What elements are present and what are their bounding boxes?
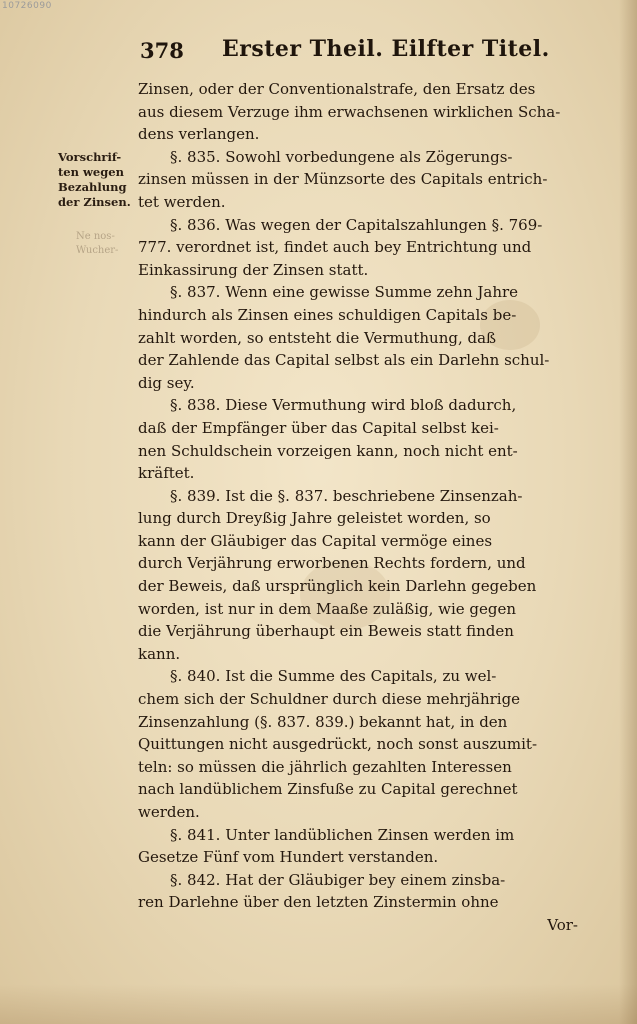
running-head: Erster Theil. Eilfter Titel. xyxy=(222,36,550,62)
text-line: tet werden. xyxy=(138,192,226,211)
paragraph-835-start: §. 835. Sowohl vorbedungene als Zögerungs- xyxy=(170,147,513,166)
paragraph-841-start: §. 841. Unter landüblichen Zinsen werden im xyxy=(170,825,515,844)
text-line: der Zahlende das Capital selbst als ein Darlehn schul- xyxy=(138,351,550,370)
text-line: worden, ist nur in dem Maaße zuläßig, wie gegen xyxy=(138,599,517,618)
text-line: Zinsenzahlung (§. 837. 839.) bekannt hat, in den xyxy=(138,712,508,731)
paragraph-838-start: §. 838. Diese Vermuthung wird bloß dadurch, xyxy=(170,396,517,415)
page-edge-shadow xyxy=(619,0,637,1024)
text-line: kann der Gläubiger das Capital vermöge eines xyxy=(138,531,493,550)
margin-note xyxy=(58,150,136,210)
margin-note-line: ten wegen xyxy=(58,165,124,179)
text-line: hindurch als Zinsen eines schuldigen Capitals be- xyxy=(138,305,517,324)
text-line: nach landüblichem Zinsfuße zu Capital gerechnet xyxy=(138,780,518,799)
body-text xyxy=(138,78,578,937)
text-line: zinsen müssen in der Münzsorte des Capitals entrich- xyxy=(138,170,548,189)
paragraph-840-start: §. 840. Ist die Summe des Capitals, zu wel- xyxy=(170,667,497,686)
page-number: 378 xyxy=(140,38,184,63)
text-line: Quittungen nicht ausgedrückt, noch sonst auszumit- xyxy=(138,735,538,754)
text-line: dens verlangen. xyxy=(138,125,260,144)
catalog-id: 10726090 xyxy=(2,1,52,11)
text-line: daß der Empfänger über das Capital selbst kei- xyxy=(138,418,499,437)
text-line: werden. xyxy=(138,803,200,821)
text-line: dig sey. xyxy=(138,373,195,392)
text-line: kräftet. xyxy=(138,464,195,483)
text-line: die Verjährung überhaupt ein Beweis statt finden xyxy=(138,622,514,641)
page-header xyxy=(0,36,637,68)
text-line: chem sich der Schuldner durch diese mehrjährige xyxy=(138,690,521,709)
paragraph-836-start: §. 836. Was wegen der Capitalszahlungen §. 769- xyxy=(170,215,543,234)
margin-note-line: der Zinsen. xyxy=(58,195,131,209)
text-line: nen Schuldschein vorzeigen kann, noch nicht ent- xyxy=(138,441,518,460)
text-line: ren Darlehne über den letzten Zinstermin ohne xyxy=(138,893,499,912)
text-line: durch Verjährung erworbenen Rechts fordern, und xyxy=(138,554,526,573)
bleed-through-note xyxy=(76,230,132,258)
bleed-through-line: Ne nos- xyxy=(76,231,115,242)
paragraph-839-start: §. 839. Ist die §. 837. beschriebene Zinsenzah- xyxy=(170,486,523,505)
text-line: teln: so müssen die jährlich gezahlten Interessen xyxy=(138,757,512,776)
text-line: Gesetze Fünf vom Hundert verstanden. xyxy=(138,848,439,867)
text-line: aus diesem Verzuge ihm erwachsenen wirklichen Scha- xyxy=(138,102,561,121)
text-line: 777. verordnet ist, findet auch bey Entrichtung und xyxy=(138,238,532,257)
text-line: Zinsen, oder der Conventionalstrafe, den Ersatz des xyxy=(138,80,536,98)
page-bottom-shadow xyxy=(0,984,637,1024)
margin-note-line: Bezahlung xyxy=(58,180,127,194)
paragraph-837-start: §. 837. Wenn eine gewisse Summe zehn Jahre xyxy=(170,283,519,302)
text-line: kann. xyxy=(138,644,181,663)
paragraph-842-start: §. 842. Hat der Gläubiger bey einem zinsba- xyxy=(170,870,506,889)
text-line: der Beweis, daß ursprünglich kein Darlehn gegeben xyxy=(138,577,537,596)
catchword: Vor- xyxy=(547,915,578,934)
text-line: zahlt worden, so entsteht die Vermuthung, daß xyxy=(138,328,497,347)
margin-note-line: Vorschrif- xyxy=(58,150,122,164)
text-line: Einkassirung der Zinsen statt. xyxy=(138,260,369,279)
bleed-through-line: Wucher- xyxy=(76,245,119,256)
text-line: lung durch Dreyßig Jahre geleistet worden, so xyxy=(138,509,491,528)
